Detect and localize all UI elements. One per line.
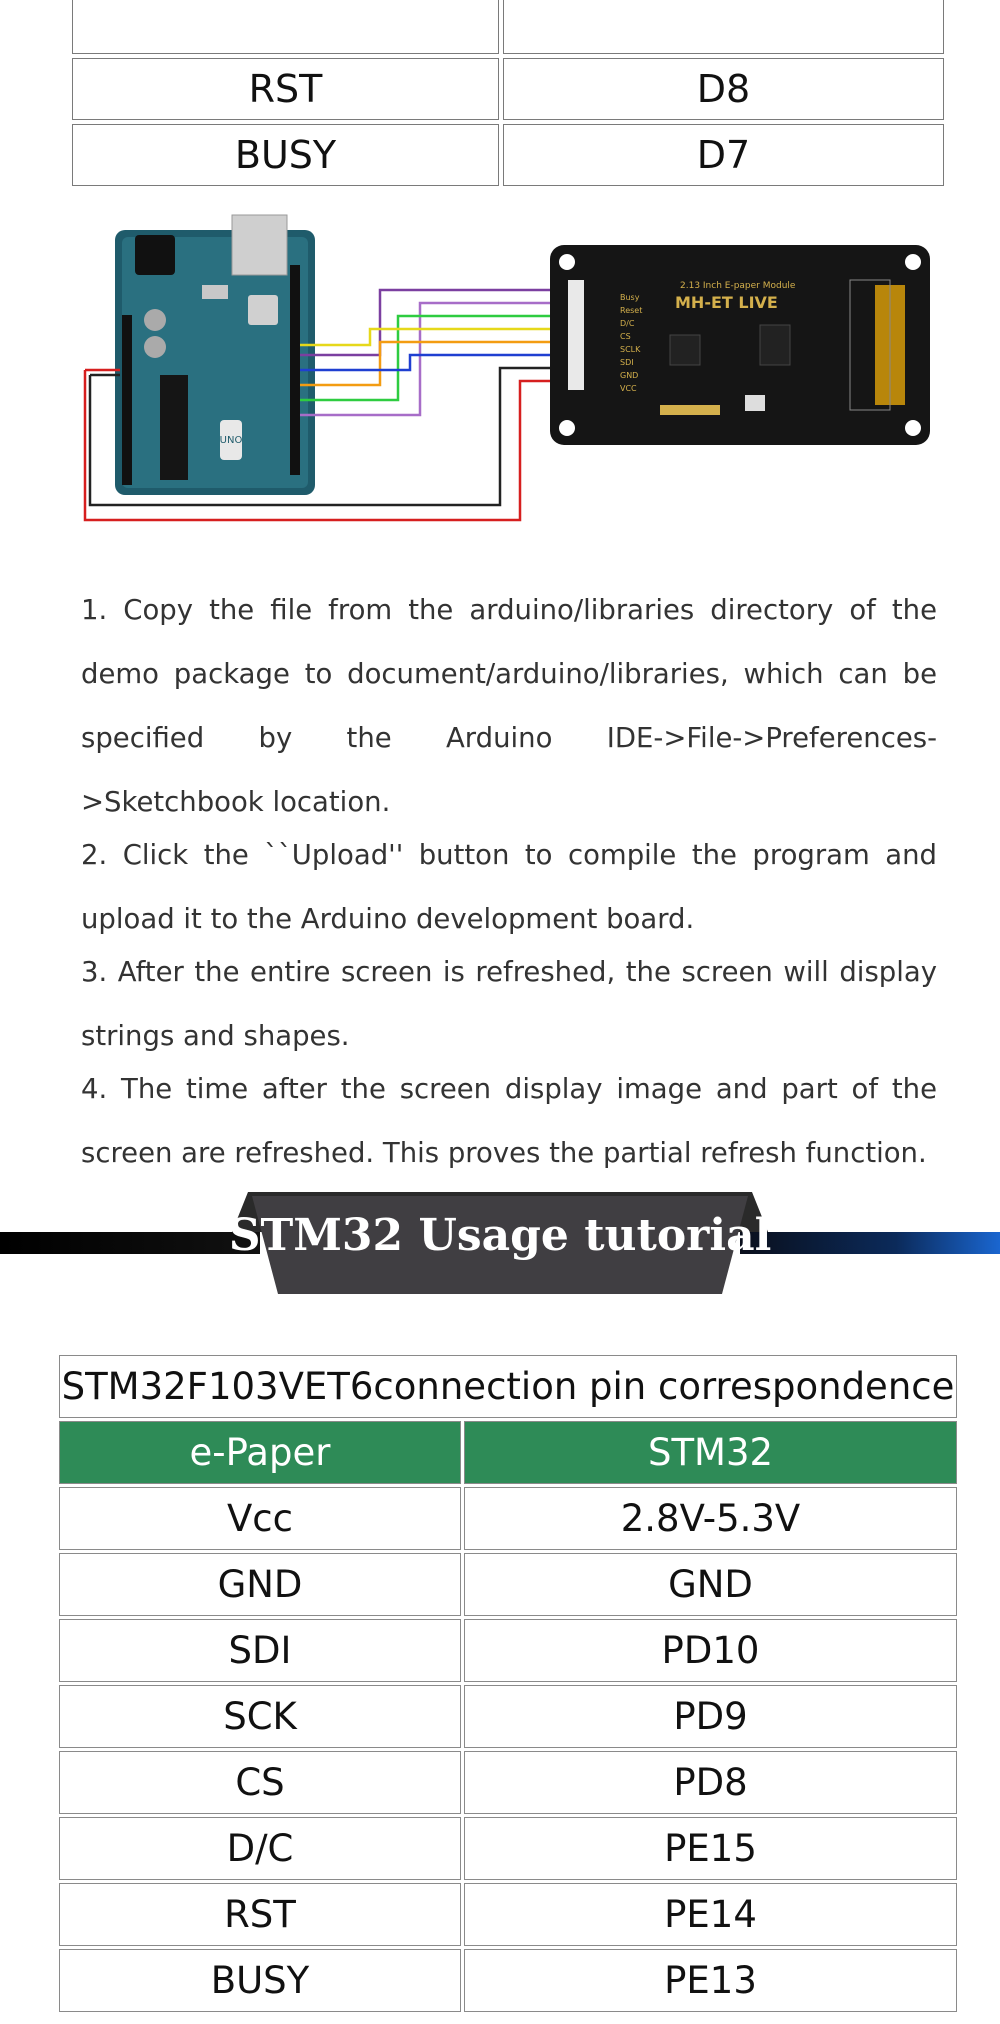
svg-text:GND: GND: [620, 371, 639, 380]
table-row: [72, 0, 944, 54]
table-cell: 2.8V-5.3V: [464, 1487, 957, 1550]
arduino-steps: [81, 578, 937, 1185]
table-row: [59, 1751, 957, 1814]
table-cell: GND: [464, 1553, 957, 1616]
table-row: [59, 1487, 957, 1550]
table-cell: RST: [72, 58, 499, 120]
wiring-diagram-image: [80, 205, 940, 550]
svg-text:SCLK: SCLK: [620, 345, 641, 354]
epaper-module: [550, 245, 930, 445]
stm32-pin-table: [56, 1352, 960, 2015]
module-title: 2.13 Inch E-paper Module: [680, 281, 796, 291]
table-cell: PE15: [464, 1817, 957, 1880]
table-row: [59, 1553, 957, 1616]
column-header: STM32: [464, 1421, 957, 1484]
table-cell: PD8: [464, 1751, 957, 1814]
step-2: 2. Click the ``Upload'' button to compile the program and upload it to the Arduino development board.: [81, 839, 937, 935]
table-cell: D8: [503, 58, 944, 120]
table-cell: PE13: [464, 1949, 957, 2012]
module-brand: MH-ET LIVE: [675, 293, 778, 312]
board-label: UNO: [219, 435, 243, 446]
table-cell: PD10: [464, 1619, 957, 1682]
table-caption-row: [59, 1355, 957, 1418]
table-cell: D/C: [59, 1817, 461, 1880]
svg-text:D/C: D/C: [620, 319, 635, 328]
table-cell: CS: [59, 1751, 461, 1814]
table-cell: PD9: [464, 1685, 957, 1748]
table-row: [59, 1949, 957, 2012]
table-cell: SCK: [59, 1685, 461, 1748]
table-cell: SDI: [59, 1619, 461, 1682]
arduino-uno-board: [115, 215, 315, 495]
table-cell: BUSY: [72, 124, 499, 186]
section-title: STM32 Usage tutorial: [228, 1210, 772, 1261]
table-cell: PE14: [464, 1883, 957, 1946]
table-cell: Vcc: [59, 1487, 461, 1550]
table-row: [59, 1619, 957, 1682]
table-header-row: [59, 1421, 957, 1484]
svg-text:SDI: SDI: [620, 358, 634, 367]
table-cell: GND: [59, 1553, 461, 1616]
table-cell: [503, 0, 944, 54]
table-row: [59, 1685, 957, 1748]
step-3: 3. After the entire screen is refreshed, the screen will display strings and shapes.: [81, 956, 937, 1052]
column-header: e-Paper: [59, 1421, 461, 1484]
table-row: [59, 1883, 957, 1946]
table-caption: STM32F103VET6connection pin correspondence: [59, 1355, 957, 1418]
table-cell: BUSY: [59, 1949, 461, 2012]
svg-text:Reset: Reset: [620, 306, 643, 315]
step-4: 4. The time after the screen display image and part of the screen are refreshed. This proves the partial refresh function.: [81, 1073, 937, 1169]
table-row: [72, 124, 944, 186]
svg-text:VCC: VCC: [620, 384, 637, 393]
table-cell: D7: [503, 124, 944, 186]
table-cell: RST: [59, 1883, 461, 1946]
step-1: 1. Copy the file from the arduino/libraries directory of the demo package to document/arduino/libraries, which can be specified by the Arduino IDE->File->Preferences->Sketchbook location.: [81, 594, 937, 818]
svg-text:CS: CS: [620, 332, 631, 341]
arduino-pin-table: [68, 0, 948, 190]
table-row: [59, 1817, 957, 1880]
table-row: [72, 58, 944, 120]
table-cell: [72, 0, 499, 54]
svg-text:Busy: Busy: [620, 293, 640, 302]
